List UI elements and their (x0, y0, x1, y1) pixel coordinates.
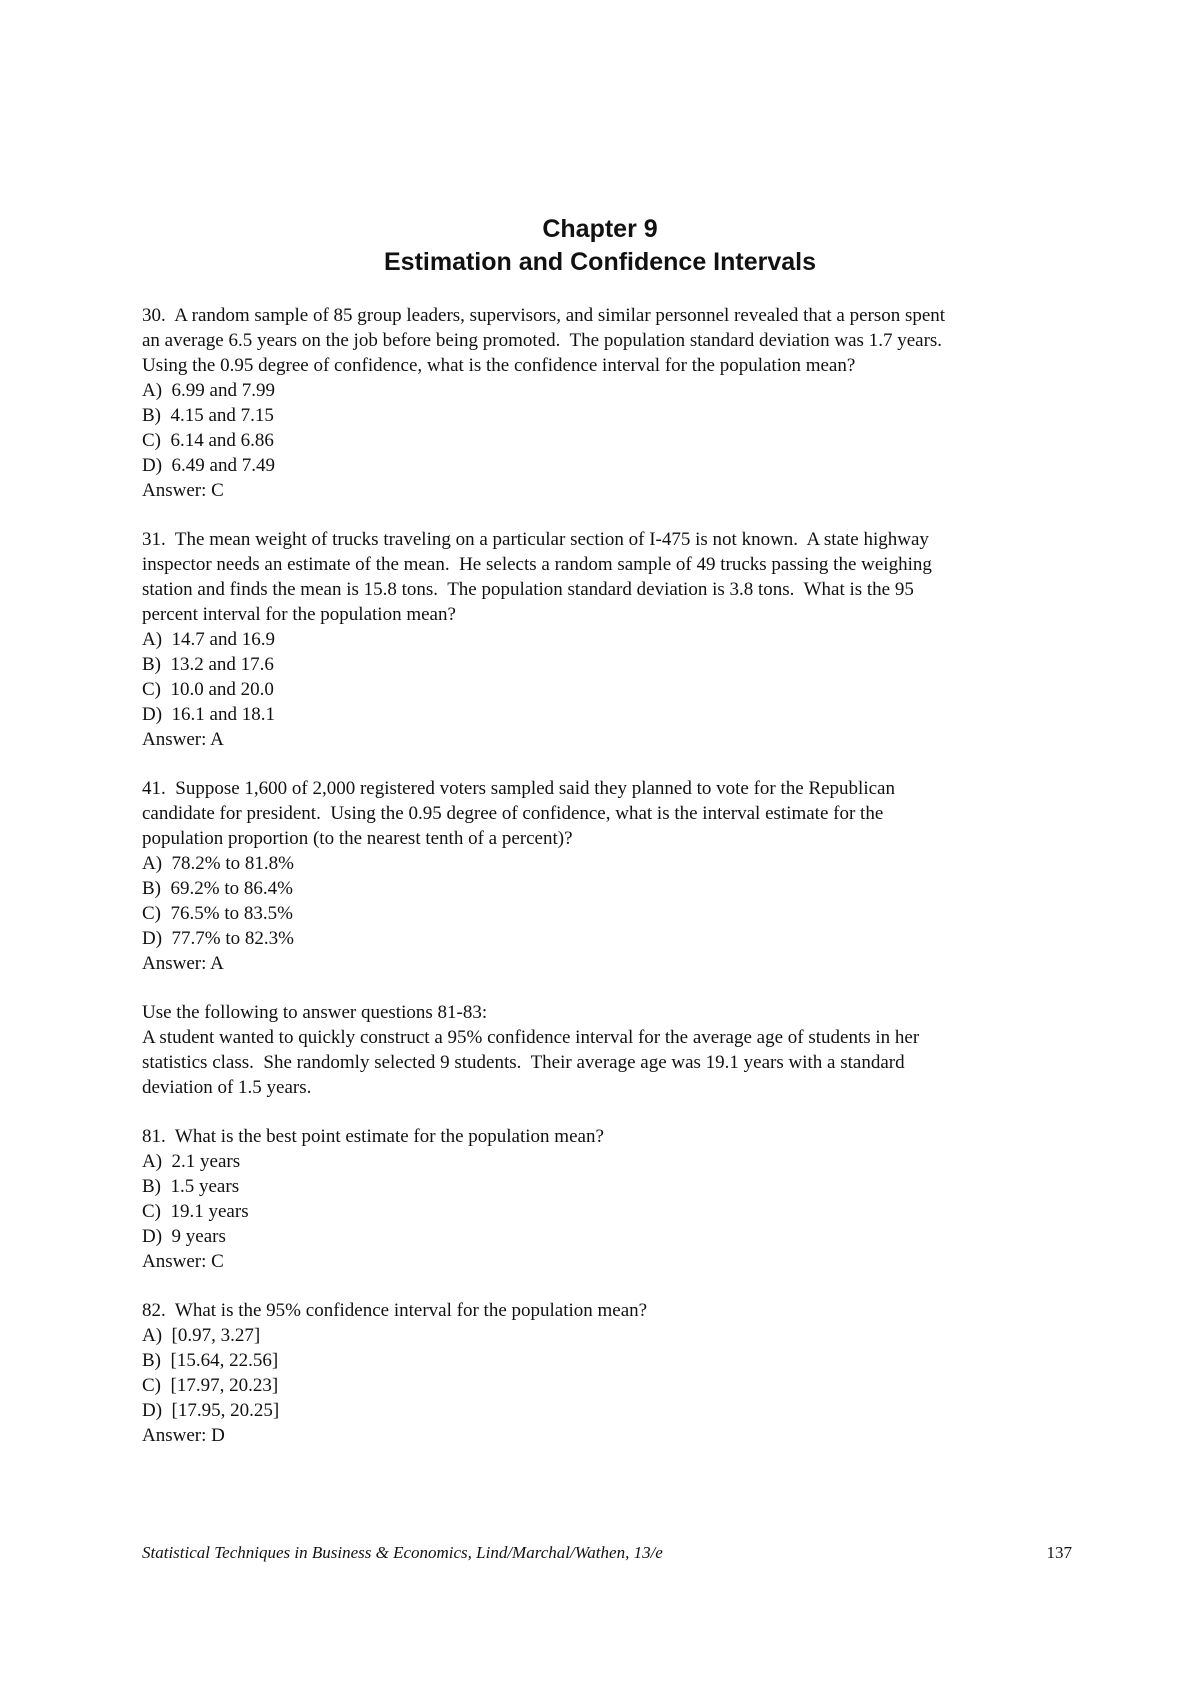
option-d: D) 16.1 and 18.1 (142, 704, 275, 725)
question-stem-line: 30. A random sample of 85 group leaders, supervisors, and similar personnel revealed that a person spent (142, 305, 946, 326)
option-a: A) 78.2% to 81.8% (142, 853, 294, 874)
option-a: A) [0.97, 3.27] (142, 1325, 261, 1346)
option-c: C) 19.1 years (142, 1201, 249, 1222)
questions-body (142, 303, 1072, 1472)
question-stem-line: population proportion (to the nearest tenth of a percent)? (142, 828, 573, 849)
question-stem-line: station and finds the mean is 15.8 tons. The population standard deviation is 3.8 tons. What is the 95 (142, 579, 914, 600)
answer-line: Answer: A (142, 729, 224, 750)
question-stem-line: 41. Suppose 1,600 of 2,000 registered voters sampled said they planned to vote for the Republican (142, 778, 895, 799)
option-d: D) [17.95, 20.25] (142, 1400, 280, 1421)
question-stem-line: 31. The mean weight of trucks traveling on a particular section of I-475 is not known. A state highway (142, 529, 929, 550)
answer-line: Answer: A (142, 953, 224, 974)
question-31 (142, 527, 1072, 752)
option-c: C) 10.0 and 20.0 (142, 679, 274, 700)
question-stem-line: percent interval for the population mean? (142, 604, 456, 625)
option-d: D) 6.49 and 7.49 (142, 455, 275, 476)
footer-source: Statistical Techniques in Business & Economics, Lind/Marchal/Wathen, 13/e (142, 1543, 663, 1562)
question-stem-line: 81. What is the best point estimate for the population mean? (142, 1126, 604, 1147)
option-c: C) 6.14 and 6.86 (142, 430, 274, 451)
question-82 (142, 1298, 1072, 1448)
question-stem-line: Using the 0.95 degree of confidence, what is the confidence interval for the population mean? (142, 355, 856, 376)
answer-line: Answer: C (142, 480, 224, 501)
answer-line: Answer: C (142, 1251, 224, 1272)
question-stem-line: inspector needs an estimate of the mean. He selects a random sample of 49 trucks passing the weighing (142, 554, 932, 575)
chapter-title-block (0, 213, 1200, 279)
option-a: A) 6.99 and 7.99 (142, 380, 275, 401)
scenario-line: deviation of 1.5 years. (142, 1077, 312, 1098)
option-a: A) 14.7 and 16.9 (142, 629, 275, 650)
question-stem-line: 82. What is the 95% confidence interval for the population mean? (142, 1300, 648, 1321)
scenario-line: A student wanted to quickly construct a 95% confidence interval for the average age of students in her (142, 1027, 920, 1048)
option-b: B) 1.5 years (142, 1176, 240, 1197)
option-d: D) 77.7% to 82.3% (142, 928, 294, 949)
scenario-line: Use the following to answer questions 81-83: (142, 1002, 488, 1023)
option-b: B) 69.2% to 86.4% (142, 878, 293, 899)
chapter-title: Estimation and Confidence Intervals (383, 248, 817, 276)
question-81 (142, 1124, 1072, 1274)
option-d: D) 9 years (142, 1226, 226, 1247)
page-footer (142, 1543, 1072, 1569)
question-stem-line: candidate for president. Using the 0.95 degree of confidence, what is the interval estimate for the (142, 803, 884, 824)
question-41 (142, 776, 1072, 976)
option-c: C) [17.97, 20.23] (142, 1375, 279, 1396)
option-b: B) [15.64, 22.56] (142, 1350, 279, 1371)
scenario-line: statistics class. She randomly selected 9 students. Their average age was 19.1 years with a standard (142, 1052, 905, 1073)
option-a: A) 2.1 years (142, 1151, 241, 1172)
chapter-number: Chapter 9 (542, 215, 658, 243)
answer-line: Answer: D (142, 1425, 225, 1446)
option-b: B) 13.2 and 17.6 (142, 654, 274, 675)
page-number: 137 (1046, 1543, 1072, 1562)
option-c: C) 76.5% to 83.5% (142, 903, 293, 924)
option-b: B) 4.15 and 7.15 (142, 405, 274, 426)
question-stem-line: an average 6.5 years on the job before being promoted. The population standard deviation was 1.7 years. (142, 330, 943, 351)
shared-scenario (142, 1000, 1072, 1100)
question-30 (142, 303, 1072, 503)
